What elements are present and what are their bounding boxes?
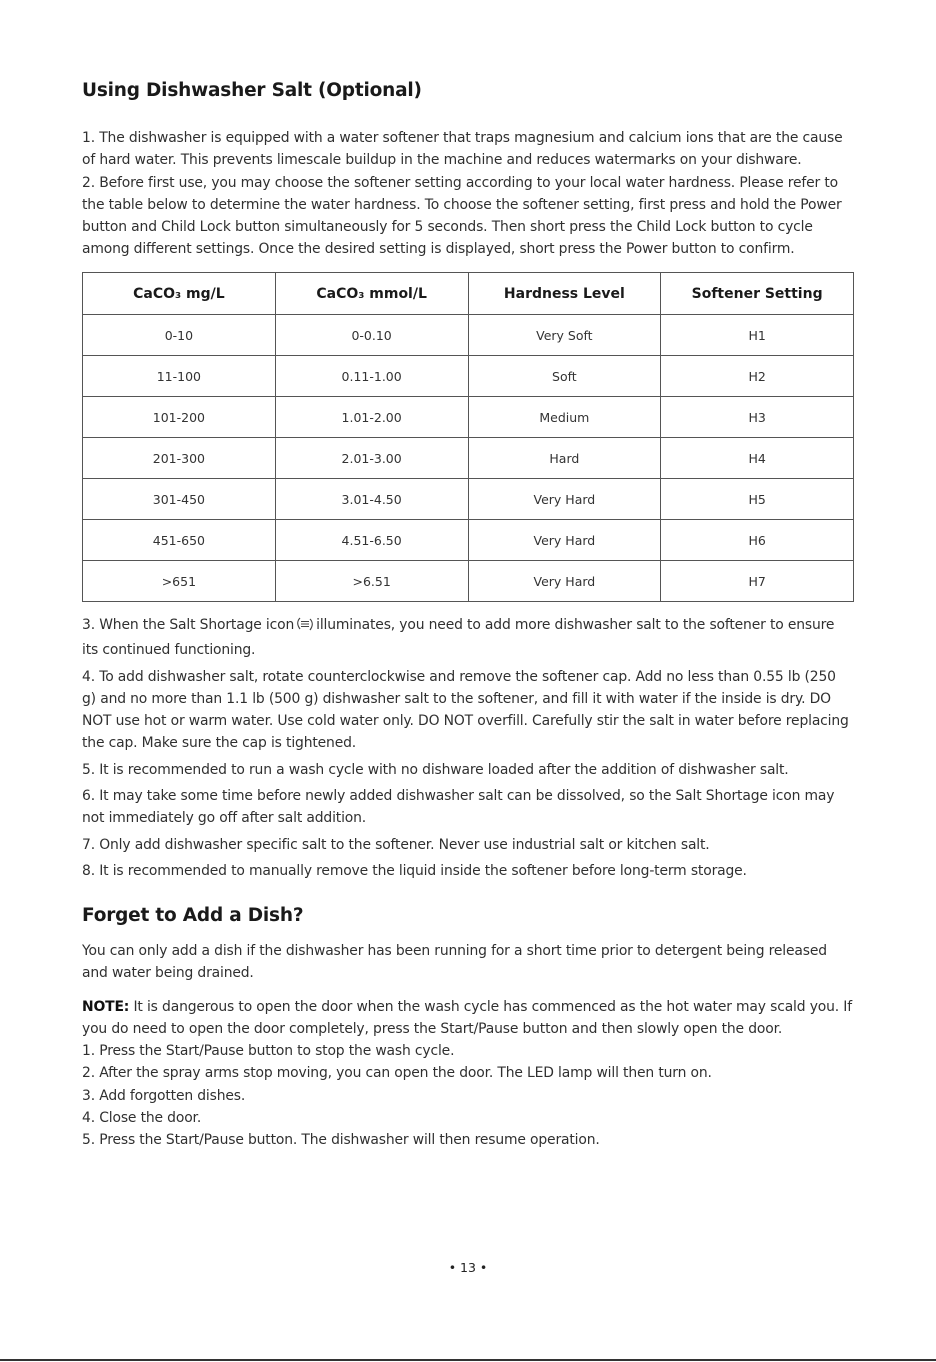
list-item: 1. Press the Start/Pause button to stop the wash cycle. bbox=[82, 1043, 455, 1060]
salt-paragraph-6: 6. It may take some time before newly added dishwasher salt can be dissolved, so the Salt Shortage icon may not immediately go off after salt addition. bbox=[82, 788, 835, 827]
table-row bbox=[83, 479, 854, 520]
list-item: 4. Close the door. bbox=[82, 1110, 202, 1127]
table-cell: H3 bbox=[661, 397, 854, 438]
table-cell: 0.11-1.00 bbox=[275, 356, 468, 397]
table-cell: H7 bbox=[661, 561, 854, 602]
page-number: • 13 • bbox=[448, 1260, 488, 1275]
dish-section-body bbox=[82, 940, 854, 1152]
table-cell: 301-450 bbox=[83, 479, 276, 520]
salt-paragraph-2: 2. Before first use, you may choose the softener setting according to your local water hardness. Please refer to the table below to determine the water hardness. To choose the softener setting, first press and hold the Power button and Child Lock button simultaneously for 5 seconds. Then short press the Child Lock button to cycle among different settings. Once the desired setting is displayed, short press the Power button to confirm. bbox=[82, 174, 842, 258]
table-row bbox=[83, 561, 854, 602]
list-item: 5. Press the Start/Pause button. The dishwasher will then resume operation. bbox=[82, 1132, 600, 1149]
salt-intro-paragraphs bbox=[82, 127, 854, 261]
table-cell: 201-300 bbox=[83, 438, 276, 479]
salt-paragraph-7: 7. Only add dishwasher specific salt to the softener. Never use industrial salt or kitchen salt. bbox=[82, 836, 710, 853]
table-cell: Very Hard bbox=[468, 561, 661, 602]
table-row bbox=[83, 438, 854, 479]
table-cell: H1 bbox=[661, 315, 854, 356]
table-cell: 0-0.10 bbox=[275, 315, 468, 356]
table-row bbox=[83, 397, 854, 438]
table-row bbox=[83, 520, 854, 561]
water-hardness-table bbox=[82, 272, 854, 602]
table-cell: Hard bbox=[468, 438, 661, 479]
header-softener-setting: Softener Setting bbox=[661, 273, 854, 315]
table-cell: H2 bbox=[661, 356, 854, 397]
list-item: 3. Add forgotten dishes. bbox=[82, 1087, 246, 1104]
header-caco3-mmoll: CaCO₃ mmol/L bbox=[275, 273, 468, 315]
table-cell: 4.51-6.50 bbox=[275, 520, 468, 561]
table-cell: >6.51 bbox=[275, 561, 468, 602]
salt-paragraph-3-end: illuminates, you need to add more dishwasher salt to the softener to ensure its continued functioning. bbox=[82, 617, 835, 659]
table-cell: Soft bbox=[468, 356, 661, 397]
salt-paragraph-8: 8. It is recommended to manually remove the liquid inside the softener before long-term storage. bbox=[82, 862, 747, 879]
header-caco3-mgl: CaCO₃ mg/L bbox=[83, 273, 276, 315]
salt-paragraph-3 bbox=[82, 614, 854, 662]
table-cell: 11-100 bbox=[83, 356, 276, 397]
table-header-row bbox=[83, 273, 854, 315]
note-label: NOTE: bbox=[82, 998, 130, 1015]
table-cell: 101-200 bbox=[83, 397, 276, 438]
table-cell: 451-650 bbox=[83, 520, 276, 561]
table-cell: Medium bbox=[468, 397, 661, 438]
table-cell: Very Hard bbox=[468, 479, 661, 520]
dish-section-title: Forget to Add a Dish? bbox=[82, 905, 304, 926]
dish-note bbox=[82, 996, 854, 1041]
salt-paragraph-4: 4. To add dishwasher salt, rotate counterclockwise and remove the softener cap. Add no less than 0.55 lb (250 g) and no more than 1.1 lb (500 g) dishwasher salt to the softener, and fill it with water if the inside is dry. DO NOT use hot or warm water. Use cold water only. DO NOT overfill. Carefully stir the salt in water before replacing the cap. Make sure the cap is tightened. bbox=[82, 668, 849, 752]
salt-instructions bbox=[82, 614, 854, 882]
bottom-divider bbox=[0, 1359, 936, 1361]
table-cell: Very Hard bbox=[468, 520, 661, 561]
note-text: It is dangerous to open the door when the wash cycle has commenced as the hot water may scald you. If you do need to open the door completely, press the Start/Pause button and then slowly open the door. bbox=[82, 998, 852, 1037]
table-row bbox=[83, 315, 854, 356]
table-cell: Very Soft bbox=[468, 315, 661, 356]
list-item: 2. After the spray arms stop moving, you can open the door. The LED lamp will then turn on. bbox=[82, 1065, 712, 1082]
table-cell: >651 bbox=[83, 561, 276, 602]
salt-paragraph-1: 1. The dishwasher is equipped with a water softener that traps magnesium and calcium ions that are the cause of hard water. This prevents limescale buildup in the machine and reduces watermarks on your dishware. bbox=[82, 130, 843, 169]
table-cell: 0-10 bbox=[83, 315, 276, 356]
salt-paragraph-3-start: 3. When the Salt Shortage icon bbox=[82, 617, 295, 633]
header-hardness-level: Hardness Level bbox=[468, 273, 661, 315]
table-cell: 1.01-2.00 bbox=[275, 397, 468, 438]
salt-shortage-icon bbox=[296, 616, 314, 639]
table-cell: 2.01-3.00 bbox=[275, 438, 468, 479]
dish-intro: You can only add a dish if the dishwasher has been running for a short time prior to detergent being released and water being drained. bbox=[82, 943, 827, 982]
table-cell: H5 bbox=[661, 479, 854, 520]
table-row bbox=[83, 356, 854, 397]
table-cell: H6 bbox=[661, 520, 854, 561]
table-cell: 3.01-4.50 bbox=[275, 479, 468, 520]
salt-paragraph-5: 5. It is recommended to run a wash cycle with no dishware loaded after the addition of dishwasher salt. bbox=[82, 761, 789, 778]
salt-section-title: Using Dishwasher Salt (Optional) bbox=[82, 80, 422, 101]
table-cell: H4 bbox=[661, 438, 854, 479]
